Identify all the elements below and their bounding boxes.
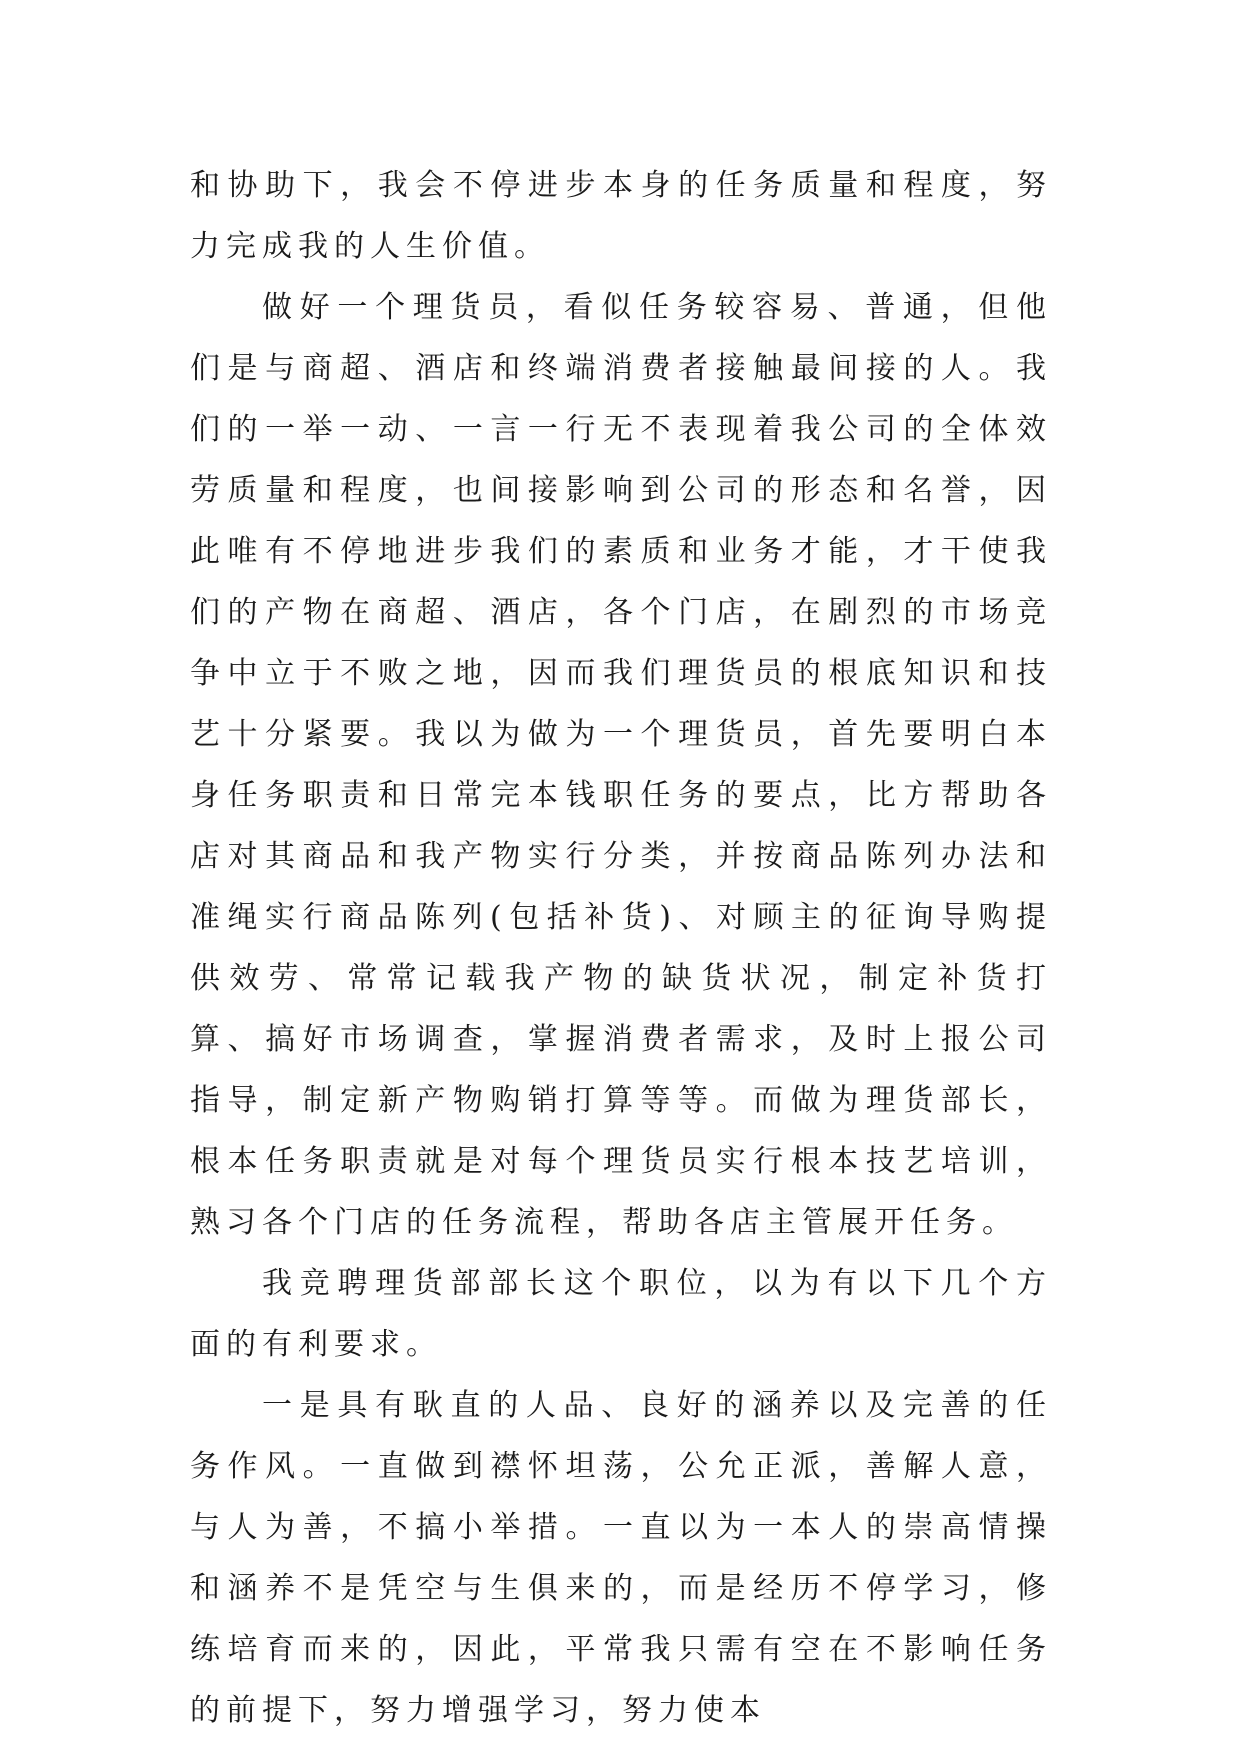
- paragraph-3: 我竞聘理货部部长这个职位，以为有以下几个方面的有利要求。: [190, 1266, 1052, 1362]
- paragraph-4: 一是具有耿直的人品、良好的涵养以及完善的任务作风。一直做到襟怀坦荡，公允正派，善解人意，与人为善，不搞小举措。一直以为一本人的崇高情操和涵养不是凭空与生俱来的，而是经历不停学习，修练培育而来的，因此，平常我只需有空在不影响任务的前提下，努力增强学习，努力使本: [190, 1388, 1052, 1728]
- paragraph-2: 做好一个理货员，看似任务较容易、普通，但他们是与商超、酒店和终端消费者接触最间接的人。我们的一举一动、一言一行无不表现着我公司的全体效劳质量和程度，也间接影响到公司的形态和名誉，因此唯有不停地进步我们的素质和业务才能，才干使我们的产物在商超、酒店，各个门店，在剧烈的市场竞争中立于不败之地，因而我们理货员的根底知识和技艺十分紧要。我以为做为一个理货员，首先要明白本身任务职责和日常完本钱职任务的要点，比方帮助各店对其商品和我产物实行分类，并按商品陈列办法和准绳实行商品陈列(包括补货)、对顾主的征询导购提供效劳、常常记载我产物的缺货状况，制定补货打算、搞好市场调查，掌握消费者需求，及时上报公司指导，制定新产物购销打算等等。而做为理货部长，根本任务职责就是对每个理货员实行根本技艺培训，熟习各个门店的任务流程，帮助各店主管展开任务。: [190, 290, 1052, 1240]
- paragraph-1: 和协助下，我会不停进步本身的任务质量和程度，努力完成我的人生价值。: [190, 168, 1052, 264]
- body-text: [190, 155, 1052, 1741]
